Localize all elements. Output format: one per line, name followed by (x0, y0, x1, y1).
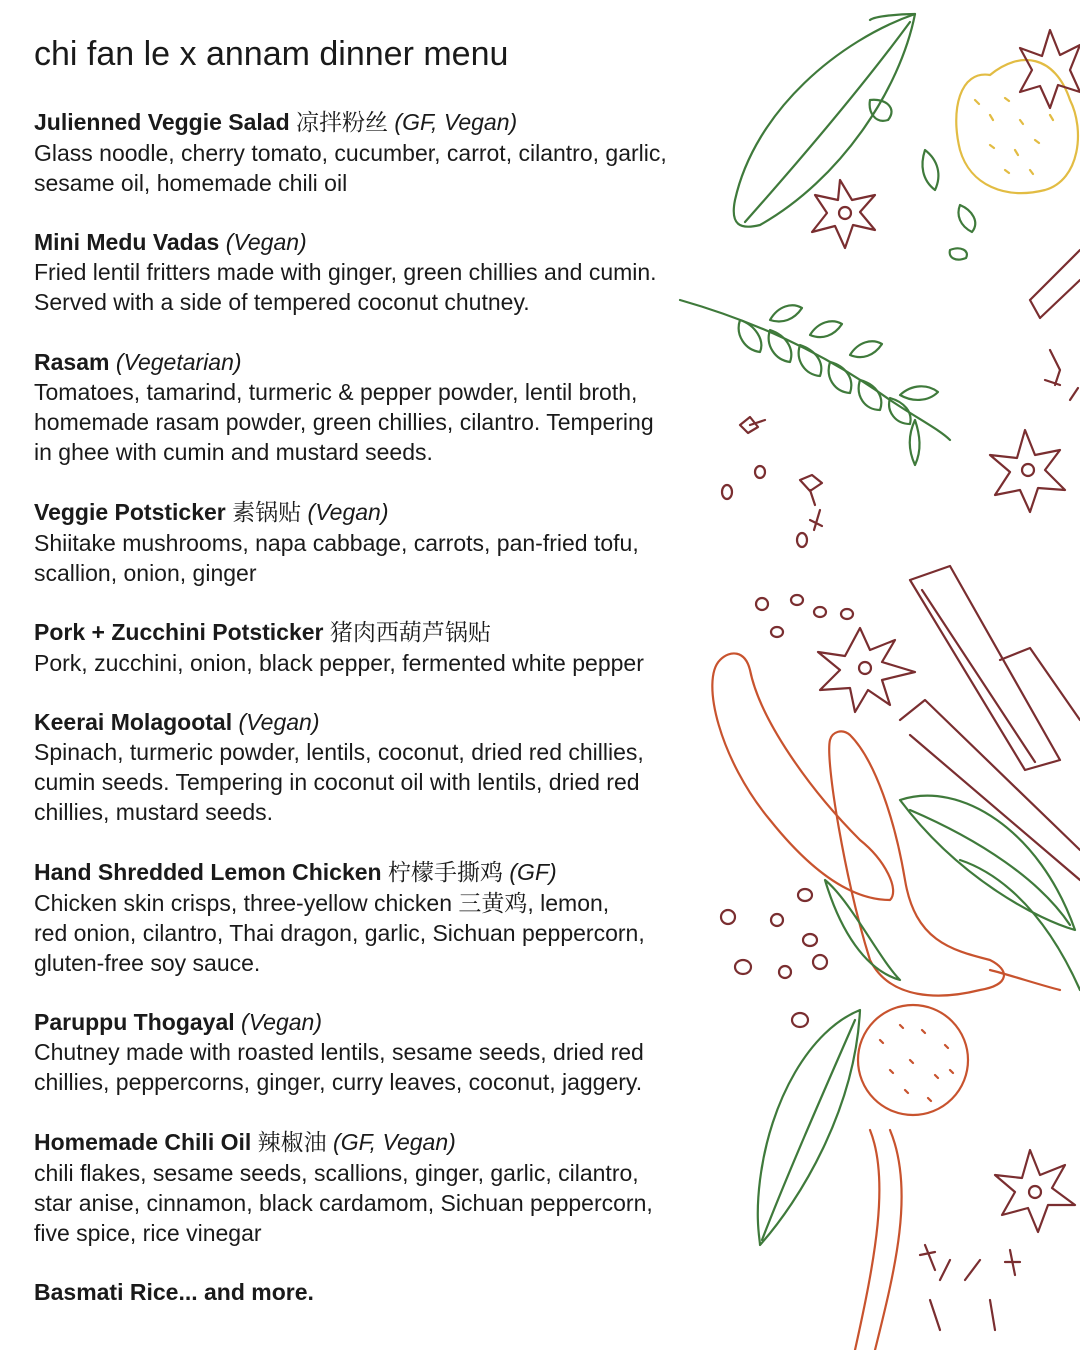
item-description: Chutney made with roasted lentils, sesame seeds, dried red chillies, peppercorns, ginger, curry leaves, coconut, jaggery. (34, 1039, 644, 1095)
item-diet-tag: (Vegetarian) (115, 349, 242, 375)
item-description: Chicken skin crisps, three-yellow chicken 三黄鸡, lemon, red onion, cilantro, Thai dragon, garlic, Sichuan peppercorn, gluten-free soy sauce. (34, 890, 645, 976)
item-name: Keerai Molagootal (34, 709, 233, 735)
red-chili-icon (712, 653, 1060, 1350)
item-diet-tag: (Vegan) (238, 709, 320, 735)
bay-leaf-icon (758, 1010, 860, 1245)
coconut-icon (858, 1005, 968, 1115)
item-diet-tag: (GF, Vegan) (394, 109, 518, 135)
star-anise-icon (818, 628, 915, 712)
item-description: Glass noodle, cherry tomato, cucumber, carrot, cilantro, garlic, sesame oil, homemade chili oil (34, 140, 667, 196)
item-name: Veggie Potsticker (34, 499, 226, 525)
star-anise-icon (812, 180, 875, 248)
item-name: Mini Medu Vadas (34, 229, 220, 255)
item-description: Shiitake mushrooms, napa cabbage, carrots, pan-fried tofu, scallion, onion, ginger (34, 530, 639, 586)
star-anise-icon (990, 430, 1065, 512)
curry-leaf-sprig-icon (680, 300, 950, 465)
menu-item (34, 107, 734, 198)
item-name: Hand Shredded Lemon Chicken (34, 859, 382, 885)
item-name: Rasam (34, 349, 110, 375)
item-name: Pork + Zucchini Potsticker (34, 619, 324, 645)
item-chinese-name: 猪肉西葫芦锅贴 (329, 620, 491, 646)
menu-item (34, 857, 734, 978)
item-name: Homemade Chili Oil (34, 1129, 252, 1155)
leaf-fragment-icon (870, 100, 976, 260)
menu-item (34, 617, 734, 678)
bay-leaf-icon (825, 796, 1080, 990)
item-chinese-name: 辣椒油 (257, 1130, 327, 1156)
cinnamon-stick-icon (1030, 250, 1080, 318)
menu-item (34, 1127, 734, 1248)
clove-icon (920, 1245, 1020, 1330)
item-description: Spinach, turmeric powder, lentils, coconut, dried red chillies, cumin seeds. Tempering in coconut oil with lentils, dried red chillies, mustard seeds. (34, 739, 644, 825)
peppercorn-icon (722, 466, 853, 637)
star-anise-icon (995, 1150, 1075, 1232)
item-description: chili flakes, sesame seeds, scallions, ginger, garlic, cilantro, star anise, cinnamon, black cardamom, Sichuan peppercorn, five spice, rice vinegar (34, 1160, 653, 1246)
peppercorn-icon (721, 889, 827, 1027)
menu-title: chi fan le x annam dinner menu (34, 35, 509, 73)
item-diet-tag: (Vegan) (241, 1009, 323, 1035)
item-diet-tag: (Vegan) (225, 229, 307, 255)
menu-item (34, 497, 734, 588)
menu-item (34, 227, 734, 317)
lemon-slice-icon (956, 60, 1078, 193)
menu-item (34, 707, 734, 827)
item-name: Julienned Veggie Salad (34, 109, 290, 135)
item-description: Pork, zucchini, onion, black pepper, fermented white pepper (34, 650, 644, 676)
item-description: Fried lentil fritters made with ginger, green chillies and cumin. Served with a side of tempered coconut chutney. (34, 259, 657, 315)
item-diet-tag: (Vegan) (307, 499, 389, 525)
menu-item (34, 1007, 734, 1097)
item-diet-tag: (GF) (509, 859, 557, 885)
item-name: Paruppu Thogayal (34, 1009, 235, 1035)
item-description: Tomatoes, tamarind, turmeric & pepper powder, lentil broth, homemade rasam powder, green chillies, cilantro. Tempering in ghee with cumin and mustard seeds. (34, 379, 654, 465)
item-diet-tag: (GF, Vegan) (333, 1129, 456, 1155)
menu-item (34, 347, 734, 467)
spice-illustration (660, 0, 1080, 1350)
item-chinese-name: 素锅贴 (232, 500, 302, 526)
closing-line: Basmati Rice... and more. (34, 1279, 314, 1305)
item-chinese-name: 凉拌粉丝 (296, 110, 389, 136)
item-chinese-name: 柠檬手撕鸡 (388, 860, 503, 886)
